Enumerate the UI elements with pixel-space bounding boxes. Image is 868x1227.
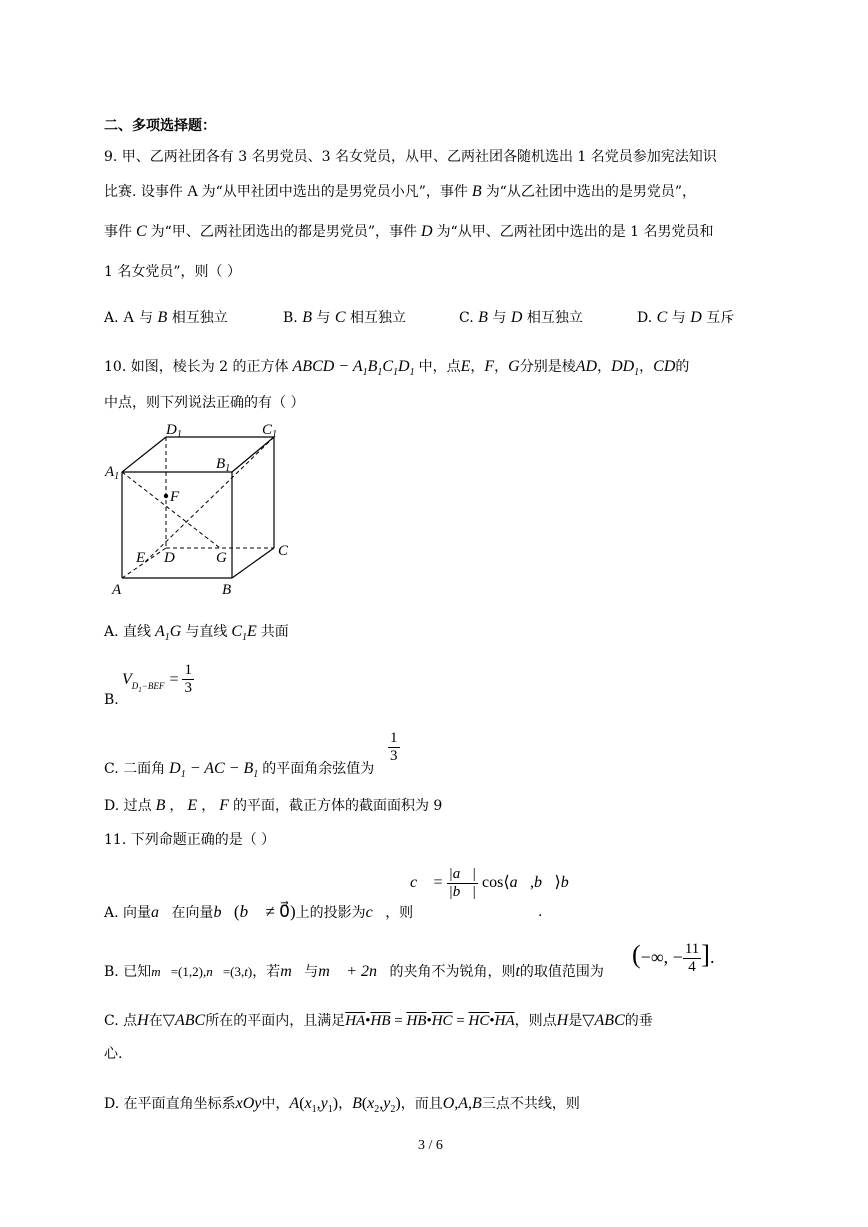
- q9-option-b: B. B 与 C 相互独立: [283, 309, 407, 326]
- q10-option-a: A. 直线 $A_1G$ 与直线 $C_1E$ 共面: [104, 623, 289, 644]
- q9-option-a: A. A 与 B 相互独立: [104, 309, 228, 326]
- q11-option-c-cont: 心.: [104, 1046, 123, 1062]
- label-e: E: [136, 550, 146, 566]
- label-f: F: [170, 489, 180, 505]
- q10-line2: 中点，则下列说法正确的有（ ）: [104, 395, 305, 411]
- q9-option-c: C. B 与 D 相互独立: [459, 309, 583, 326]
- label-d: D: [164, 550, 175, 566]
- label-a: A: [112, 582, 122, 598]
- label-b: B: [222, 582, 232, 598]
- q10-option-d: D. 过点 B ， E ， F 的平面，截正方体的截面面积为 9: [104, 797, 443, 814]
- q11-option-a-period: .: [538, 904, 543, 920]
- q9-line2: 比赛. 设事件 A 为“从甲社团中选出的是男党员小凡”，事件 B 为“从乙社团中选出的是男党员”，: [104, 183, 697, 200]
- q11-option-d: D. 在平面直角坐标系xOy中，$A(x_1,y_1)$，$B(x_2,y_2)$，而且O,A,B三点不共线，则: [104, 1095, 580, 1116]
- q10-option-b-formula: $V_{D_1-BEF}$ = $\frac{1}{3}$: [122, 662, 192, 696]
- q9-option-d: D. C 与 D 互斥: [637, 309, 735, 326]
- label-g: G: [216, 550, 227, 566]
- cube-figure: [100, 420, 300, 600]
- q10-option-c-fraction: $\frac{1}{3}$: [390, 730, 398, 764]
- q9-line4: 1 名女党员”，则（ ）: [104, 264, 241, 280]
- q11-option-c: C. 点H在▽ABC所在的平面内，且满足$\overline{HA}•\overline{HB}$ = $\overline{HB}•\overline{HC}$ = $\overline{HC}•\overline{HA}$，则点H是▽ABC的垂: [104, 1012, 653, 1029]
- q11-line1: 11. 下列命题正确的是（ ）: [104, 832, 276, 848]
- q10-line1: 10. 如图，棱长为 2 的正方体 ABCD − $A_1B_1C_1D_1$ 中，点E，F，G分别是棱AD，$DD_1$，CD的: [104, 358, 690, 379]
- q10-option-b-label: B.: [104, 692, 119, 708]
- q9-line3: 事件 C 为“甲、乙两社团选出的都是男党员”，事件 D 为“从甲、乙两社团中选出的是 1 名男党员和: [104, 223, 714, 240]
- label-b1: $B_1$: [216, 456, 231, 474]
- q10-option-c: C. 二面角 $D_1$ − AC − $B_1$ 的平面角余弦值为: [104, 760, 375, 781]
- label-c: C: [278, 543, 289, 559]
- q11-option-b: B. 已知m⃗=(1,2),n⃗=(3,t)，若m⃗与m⃗ + 2n⃗的夹角不为锐角，则t的取值范围为: [104, 963, 604, 980]
- page-number: 3 / 6: [418, 1138, 443, 1153]
- q11-option-a: A. 向量a⃗在向量b⃗(b⃗ ≠ 0⃗)上的投影为c⃗，则: [104, 902, 414, 921]
- q11-option-b-interval: (−∞, − $\frac{11}{4}$ ].: [632, 940, 715, 976]
- label-c1: $C_1$: [262, 422, 278, 440]
- q11-option-a-formula: c⃗ = $\frac{|a⃗|}{|b⃗|}$ cos⟨a⃗,b⃗⟩b⃗: [410, 866, 582, 900]
- label-d1: $D_1$: [166, 422, 182, 440]
- label-a1: $A_1$: [105, 464, 120, 482]
- q9-line1: 9. 甲、乙两社团各有 3 名男党员、3 名女党员，从甲、乙两社团各随机选出 1 名党员参加宪法知识: [104, 149, 717, 165]
- section-title: 二、多项选择题：: [104, 118, 216, 134]
